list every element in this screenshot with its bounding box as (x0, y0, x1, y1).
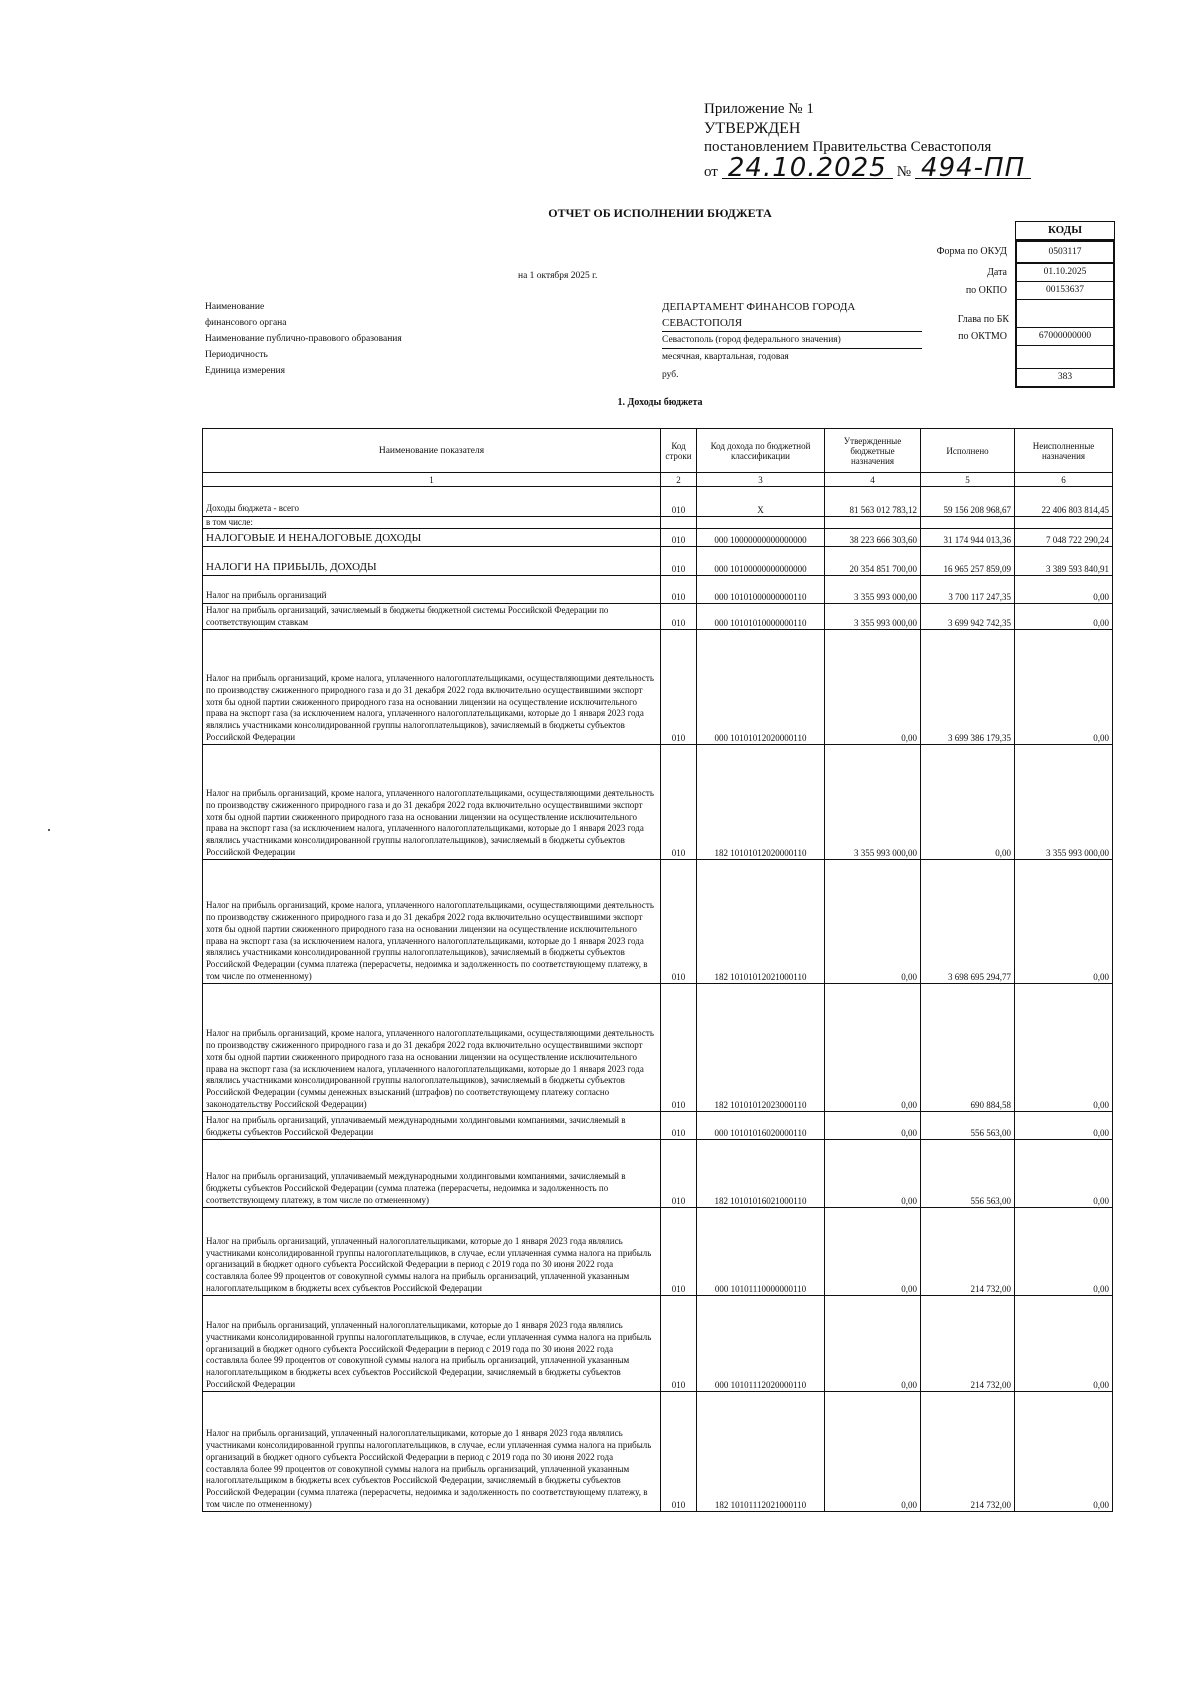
from-label: от (704, 164, 718, 180)
row-approved: 0,00 (825, 984, 921, 1112)
row-name: Налог на прибыль организаций, уплаченный налогоплательщиками, которые до 1 января 2023 года являлись участниками консолидированной группы налогоплательщиков, в случае, если уплаченная сумма налога на прибыль организаций в бюджет одного субъекта Российской Федерации в период с 2019 года по 30 июня 2022 года составляла более 99 процентов от совокупной суммы налога на прибыль организаций, уплаченной указанным налогоплательщиком в бюджеты всех субъектов Российской Федерации, зачисляемый в бюджеты субъектов Российской Федерации (сумма платежа (перерасчеты, недоимка и задолженность по соответствующему платежу, в том числе по отмененному) (203, 1392, 661, 1512)
row-line-code: 010 (661, 1208, 697, 1296)
row-unexecuted: 0,00 (1015, 1392, 1113, 1512)
unit-label: Единица измерения (205, 366, 285, 376)
row-executed: 31 174 944 013,36 (921, 529, 1015, 547)
row-name: Налог на прибыль организаций, уплачиваемый международными холдинговыми компаниями, зачисляемый в бюджеты субъектов Российской Федерации (203, 1112, 661, 1140)
oktmo-value: 67000000000 по ОКТМО (1015, 328, 1115, 346)
header-income-code: Код дохода по бюджетной классификации (697, 429, 825, 473)
handwritten-date: 24.10.2025 (722, 159, 893, 179)
table-row (203, 1296, 1113, 1392)
org-value-2: СЕВАСТОПОЛЯ (662, 315, 922, 332)
unit-value: руб. (662, 370, 679, 380)
periodicity-value: месячная, квартальная, годовая (662, 352, 789, 362)
row-income-code (697, 517, 825, 529)
col-number: 1 (203, 473, 661, 487)
row-income-code: 000 10101110000000110 (697, 1208, 825, 1296)
row-executed: 59 156 208 968,67 (921, 487, 1015, 517)
table-row (203, 1112, 1113, 1140)
row-unexecuted: 0,00 (1015, 1112, 1113, 1140)
row-unexecuted (1015, 517, 1113, 529)
row-approved: 0,00 (825, 630, 921, 745)
date-label: Дата (987, 267, 1007, 278)
header-unexecuted: Неисполненные назначения (1015, 429, 1113, 473)
approval-block (704, 100, 1031, 182)
row-executed: 214 732,00 (921, 1392, 1015, 1512)
row-income-code: 000 10000000000000000 (697, 529, 825, 547)
row-unexecuted: 0,00 (1015, 604, 1113, 630)
row-approved: 0,00 (825, 1208, 921, 1296)
section-title: 1. Доходы бюджета (617, 397, 703, 408)
row-income-code: 182 10101012023000110 (697, 984, 825, 1112)
appendix-label: Приложение № 1 (704, 101, 814, 117)
header-name: Наименование показателя (203, 429, 661, 473)
header-line-code: Код строки (661, 429, 697, 473)
row-approved: 3 355 993 000,00 (825, 576, 921, 604)
table-row (203, 604, 1113, 630)
row-line-code: 010 (661, 745, 697, 860)
date-value: 01.10.2025 Дата (1015, 264, 1115, 282)
header-executed: Исполнено (921, 429, 1015, 473)
row-approved: 0,00 (825, 1296, 921, 1392)
row-approved: 3 355 993 000,00 (825, 604, 921, 630)
table-row (203, 984, 1113, 1112)
column-number-row (203, 473, 1113, 487)
municipality-value: Севастополь (город федерального значения) (662, 332, 922, 349)
row-name: Налог на прибыль организаций, кроме налога, уплаченного налогоплательщиками, осуществляющими деятельность по производству сжиженного природного газа и до 31 декабря 2022 года включительно осуществившими экспорт хотя бы одной партии сжиженного природного газа на основании лицензии на осуществление исключительного права на экспорт газа (за исключением налога, уплаченного налогоплательщиками, которые до 1 января 2023 года являлись участниками консолидированной группы налогоплательщиков), зачисляемый в бюджеты субъектов Российской Федерации (суммы денежных взысканий (штрафов) по соответствующему платежу согласно законодательству Российской Федерации) (203, 984, 661, 1112)
row-income-code: 000 10101010000000110 (697, 604, 825, 630)
header-approved: Утвержденные бюджетные назначения (825, 429, 921, 473)
table-row (203, 517, 1113, 529)
row-income-code: 000 10101012020000110 (697, 630, 825, 745)
row-unexecuted: 3 355 993 000,00 (1015, 745, 1113, 860)
table-row (203, 547, 1113, 576)
row-unexecuted: 0,00 (1015, 1296, 1113, 1392)
row-income-code: 000 10101112020000110 (697, 1296, 825, 1392)
col-number: 3 (697, 473, 825, 487)
okei-value: 383 (1015, 369, 1115, 388)
row-executed: 556 563,00 (921, 1140, 1015, 1208)
row-executed: 3 699 942 742,35 (921, 604, 1015, 630)
row-line-code: 010 (661, 547, 697, 576)
col-number: 5 (921, 473, 1015, 487)
oktmo-label: по ОКТМО (958, 331, 1007, 342)
row-income-code: 182 10101012020000110 (697, 745, 825, 860)
row-approved: 0,00 (825, 860, 921, 984)
scan-speck (48, 829, 50, 831)
okpo-value: 00153637 по ОКПО (1015, 282, 1115, 300)
table-row (203, 529, 1113, 547)
col-number: 2 (661, 473, 697, 487)
row-line-code: 010 (661, 630, 697, 745)
row-executed: 3 700 117 247,35 (921, 576, 1015, 604)
row-name: Налог на прибыль организаций, кроме налога, уплаченного налогоплательщиками, осуществляющими деятельность по производству сжиженного природного газа и до 31 декабря 2022 года включительно осуществившими экспорт хотя бы одной партии сжиженного природного газа на основании лицензии на осуществление исключительного права на экспорт газа (за исключением налога, уплаченного налогоплательщиками, которые до 1 января 2023 года являлись участниками консолидированной группы налогоплательщиков), зачисляемый в бюджеты субъектов Российской Федерации (сумма платежа (перерасчеты, недоимка и задолженность по соответствующему платежу, в том числе по отмененному) (203, 860, 661, 984)
row-executed (921, 517, 1015, 529)
row-approved: 3 355 993 000,00 (825, 745, 921, 860)
row-line-code (661, 517, 697, 529)
bk-value (1015, 300, 1115, 328)
row-line-code: 010 (661, 1140, 697, 1208)
row-approved: 38 223 666 303,60 (825, 529, 921, 547)
row-name: Налог на прибыль организаций, кроме налога, уплаченного налогоплательщиками, осуществляющими деятельность по производству сжиженного природного газа и до 31 декабря 2022 года включительно осуществившими экспорт хотя бы одной партии сжиженного природного газа на основании лицензии на осуществление исключительного права на экспорт газа (за исключением налога, уплаченного налогоплательщиками, которые до 1 января 2023 года являлись участниками консолидированной группы налогоплательщиков), зачисляемый в бюджеты субъектов Российской Федерации (203, 630, 661, 745)
org-label-1: Наименование (205, 302, 265, 312)
row-unexecuted: 0,00 (1015, 1140, 1113, 1208)
income-table (202, 428, 1113, 1512)
row-name: Налог на прибыль организаций, уплаченный налогоплательщиками, которые до 1 января 2023 года являлись участниками консолидированной группы налогоплательщиков, в случае, если уплаченная сумма налога на прибыль организаций в бюджет одного субъекта Российской Федерации в период с 2019 года по 30 июня 2022 года составляла более 99 процентов от совокупной суммы налога на прибыль организаций, уплаченной указанным налогоплательщиком в бюджеты всех субъектов Российской Федерации (203, 1208, 661, 1296)
row-approved: 0,00 (825, 1392, 921, 1512)
row-approved (825, 517, 921, 529)
row-name: Налог на прибыль организаций, уплаченный налогоплательщиками, которые до 1 января 2023 года являлись участниками консолидированной группы налогоплательщиков, в случае, если уплаченная сумма налога на прибыль организаций в бюджет одного субъекта Российской Федерации в период с 2019 года по 30 июня 2022 года составляла более 99 процентов от совокупной суммы налога на прибыль организаций, уплаченной указанным налогоплательщиком в бюджеты всех субъектов Российской Федерации, зачисляемый в бюджеты субъектов Российской Федерации (203, 1296, 661, 1392)
table-row (203, 1392, 1113, 1512)
table-row (203, 487, 1113, 517)
document-title: ОТЧЕТ ОБ ИСПОЛНЕНИИ БЮДЖЕТА (548, 206, 772, 220)
periodicity-label: Периодичность (205, 350, 268, 360)
row-executed: 16 965 257 859,09 (921, 547, 1015, 576)
row-executed: 3 699 386 179,35 (921, 630, 1015, 745)
row-line-code: 010 (661, 529, 697, 547)
codes-header: КОДЫ (1015, 221, 1115, 240)
resolution-label: постановлением Правительства Севастополя (704, 139, 992, 155)
resolution-date-number (704, 153, 1031, 183)
row-line-code: 010 (661, 576, 697, 604)
row-unexecuted: 0,00 (1015, 984, 1113, 1112)
meta-labels (205, 299, 402, 379)
row-unexecuted: 3 389 593 840,91 (1015, 547, 1113, 576)
row-approved: 20 354 851 700,00 (825, 547, 921, 576)
row-executed: 556 563,00 (921, 1112, 1015, 1140)
municipality-label: Наименование публично-правового образования (205, 334, 402, 344)
row-name: НАЛОГИ НА ПРИБЫЛЬ, ДОХОДЫ (203, 547, 661, 576)
row-name: НАЛОГОВЫЕ И НЕНАЛОГОВЫЕ ДОХОДЫ (203, 529, 661, 547)
codes-box (936, 221, 1115, 388)
row-unexecuted: 0,00 (1015, 576, 1113, 604)
col-number: 6 (1015, 473, 1113, 487)
row-executed: 0,00 (921, 745, 1015, 860)
org-value-1: ДЕПАРТАМЕНТ ФИНАНСОВ ГОРОДА (662, 301, 856, 313)
row-executed: 214 732,00 (921, 1208, 1015, 1296)
row-income-code: 182 10101012021000110 (697, 860, 825, 984)
row-unexecuted: 7 048 722 290,24 (1015, 529, 1113, 547)
row-name: в том числе: (203, 517, 661, 529)
row-line-code: 010 (661, 1392, 697, 1512)
handwritten-number: 494-ПП (915, 159, 1031, 179)
row-name: Налог на прибыль организаций (203, 576, 661, 604)
row-approved: 0,00 (825, 1140, 921, 1208)
org-label-2: финансового органа (205, 318, 287, 328)
row-line-code: 010 (661, 984, 697, 1112)
row-name: Налог на прибыль организаций, уплачиваемый международными холдинговыми компаниями, зачисляемый в бюджеты субъектов Российской Федерации (сумма платежа (перерасчеты, недоимка и задолженность по соответствующему платежу, в том числе по отмененному) (203, 1140, 661, 1208)
row-approved: 81 563 012 783,12 (825, 487, 921, 517)
row-name: Налог на прибыль организаций, кроме налога, уплаченного налогоплательщиками, осуществляющими деятельность по производству сжиженного природного газа и до 31 декабря 2022 года включительно осуществившими экспорт хотя бы одной партии сжиженного природного газа на основании лицензии на осуществление исключительного права на экспорт газа (за исключением налога, уплаченного налогоплательщиками, которые до 1 января 2023 года являлись участниками консолидированной группы налогоплательщиков), зачисляемый в бюджеты субъектов Российской Федерации (203, 745, 661, 860)
row-executed: 214 732,00 (921, 1296, 1015, 1392)
row-name: Налог на прибыль организаций, зачисляемый в бюджеты бюджетной системы Российской Федерации по соответствующим ставкам (203, 604, 661, 630)
report-date: на 1 октября 2025 г. (518, 271, 598, 281)
row-executed: 3 698 695 294,77 (921, 860, 1015, 984)
row-line-code: 010 (661, 1296, 697, 1392)
bk-label: Глава по БК (957, 314, 1009, 325)
row-unexecuted: 22 406 803 814,45 (1015, 487, 1113, 517)
col-number: 4 (825, 473, 921, 487)
row-income-code: 000 10101016020000110 (697, 1112, 825, 1140)
row-income-code: 000 10100000000000000 (697, 547, 825, 576)
row-income-code: X (697, 487, 825, 517)
row-income-code: 182 10101016021000110 (697, 1140, 825, 1208)
row-line-code: 010 (661, 487, 697, 517)
okud-value: 0503117 Форма по ОКУД (1015, 240, 1115, 264)
number-label: № (896, 164, 912, 180)
meta-values (662, 299, 922, 383)
row-unexecuted: 0,00 (1015, 630, 1113, 745)
row-unexecuted: 0,00 (1015, 1208, 1113, 1296)
okud-label: Форма по ОКУД (936, 246, 1007, 257)
row-executed: 690 884,58 (921, 984, 1015, 1112)
row-income-code: 000 10101000000000110 (697, 576, 825, 604)
row-line-code: 010 (661, 1112, 697, 1140)
row-unexecuted: 0,00 (1015, 860, 1113, 984)
okpo-label: по ОКПО (965, 285, 1007, 296)
table-row (203, 576, 1113, 604)
row-approved: 0,00 (825, 1112, 921, 1140)
row-income-code: 182 10101112021000110 (697, 1392, 825, 1512)
row-line-code: 010 (661, 860, 697, 984)
table-row (203, 1140, 1113, 1208)
row-line-code: 010 (661, 604, 697, 630)
table-row (203, 860, 1113, 984)
table-row (203, 1208, 1113, 1296)
row-name: Доходы бюджета - всего (203, 487, 661, 517)
table-header-row (203, 429, 1113, 473)
approved-label: УТВЕРЖДЕН (704, 120, 801, 137)
table-row (203, 745, 1113, 860)
table-row (203, 630, 1113, 745)
